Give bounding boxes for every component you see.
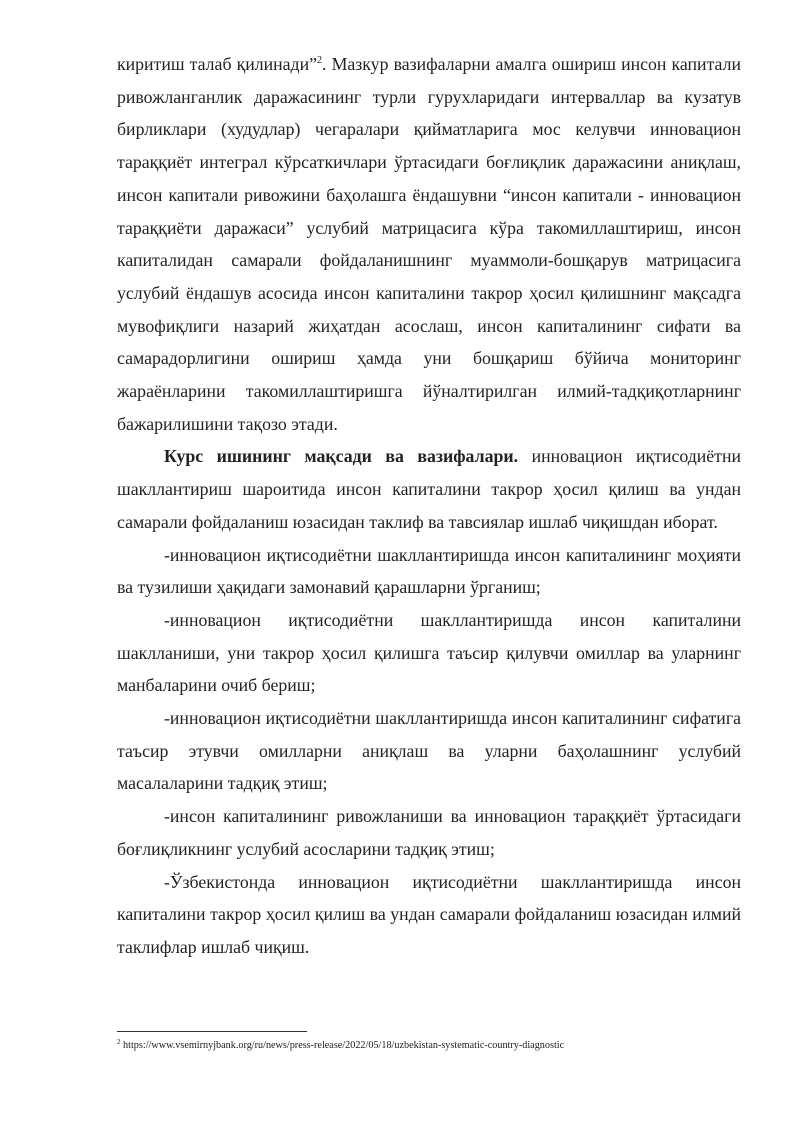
paragraph-text: . Мазкур вазифаларни амалга ошириш инсон капитали ривожланганлик даражасининг турли гурухларидаги интерваллар ва кузатув бирликлари (худудлар) чегаралари қийматларига мос келувчи инновацион тараққиёт интеграл кўрсаткичлари ўртасидаги боғлиқлик даражасини аниқлаш, инсон капитали ривожини баҳолашга ёндашувни “инсон капитали - инновацион тараққиёти даражаси” услубий матрицасига кўра такомиллаштириш, инсон капиталидан самарали фойдаланишнинг муаммоли-бошқарув матрицасига услубий ёндашув асосида инсон капиталини такрор ҳосил қилишнинг мақсадга мувофиқлиги назарий жиҳатдан асослаш, инсон капиталининг сифати ва самарадорлигини ошириш ҳамда уни бошқариш бўйича мониторинг жараёнларини такомиллаштиришга йўналтирилган илмий-тадқиқотларнинг бажарилишини тақозо этади. — [117, 54, 741, 434]
paragraph-text: инновацион иқтисодиётни шакллантириш шароитида инсон капиталини такрор ҳосил қилиш ва ундан самарали фойдаланиш юзасидан таклиф ва тавсиялар ишлаб чиқишдан иборат. — [117, 446, 741, 532]
section-heading-inline: Курс ишининг мақсади ва вазифалари. — [164, 446, 519, 467]
paragraph-goal — [117, 440, 741, 538]
footnote-reference[interactable]: 2 — [317, 55, 323, 66]
task-item: -инсон капиталининг ривожланиши ва инновацион тараққиёт ўртасидаги боғлиқликнинг услубий асосларини тадқиқ этиш; — [117, 806, 741, 859]
main-text — [117, 48, 741, 964]
task-item: -инновацион иқтисодиётни шакллантиришда инсон капиталининг моҳияти ва тузилиши ҳақидаги замонавий қарашларни ўрганиш; — [117, 544, 741, 598]
footnote-link[interactable]: https://www.vsemirnyjbank.org/ru/news/press-release/2022/05/18/uzbekistan-systematic-country-diagnostic — [120, 1040, 565, 1051]
footnote-number: 2 — [117, 1038, 121, 1046]
footnote — [117, 1039, 757, 1053]
paragraph-intro-continuation — [117, 48, 741, 440]
task-item: -Ўзбекистонда инновацион иқтисодиётни шакллантиришда инсон капиталини такрор ҳосил қилиш ва ундан самарали фойдаланиш юзасидан илмий таклифлар ишлаб чиқиш. — [117, 871, 741, 957]
paragraph-text: киритиш талаб қилинади” — [117, 54, 318, 74]
task-item: -инновацион иқтисодиётни шакллантиришда инсон капиталининг сифатига таъсир этувчи омилларни аниқлаш ва уларни баҳолашнинг услубий масалаларини тадқиқ этиш; — [117, 708, 741, 794]
footnote-divider — [117, 1031, 307, 1032]
task-item: -инновацион иқтисодиётни шакллантиришда инсон капиталини шаклланиши, уни такрор ҳосил қилишга таъсир қилувчи омиллар ва уларнинг манбаларини очиб бериш; — [117, 609, 741, 696]
